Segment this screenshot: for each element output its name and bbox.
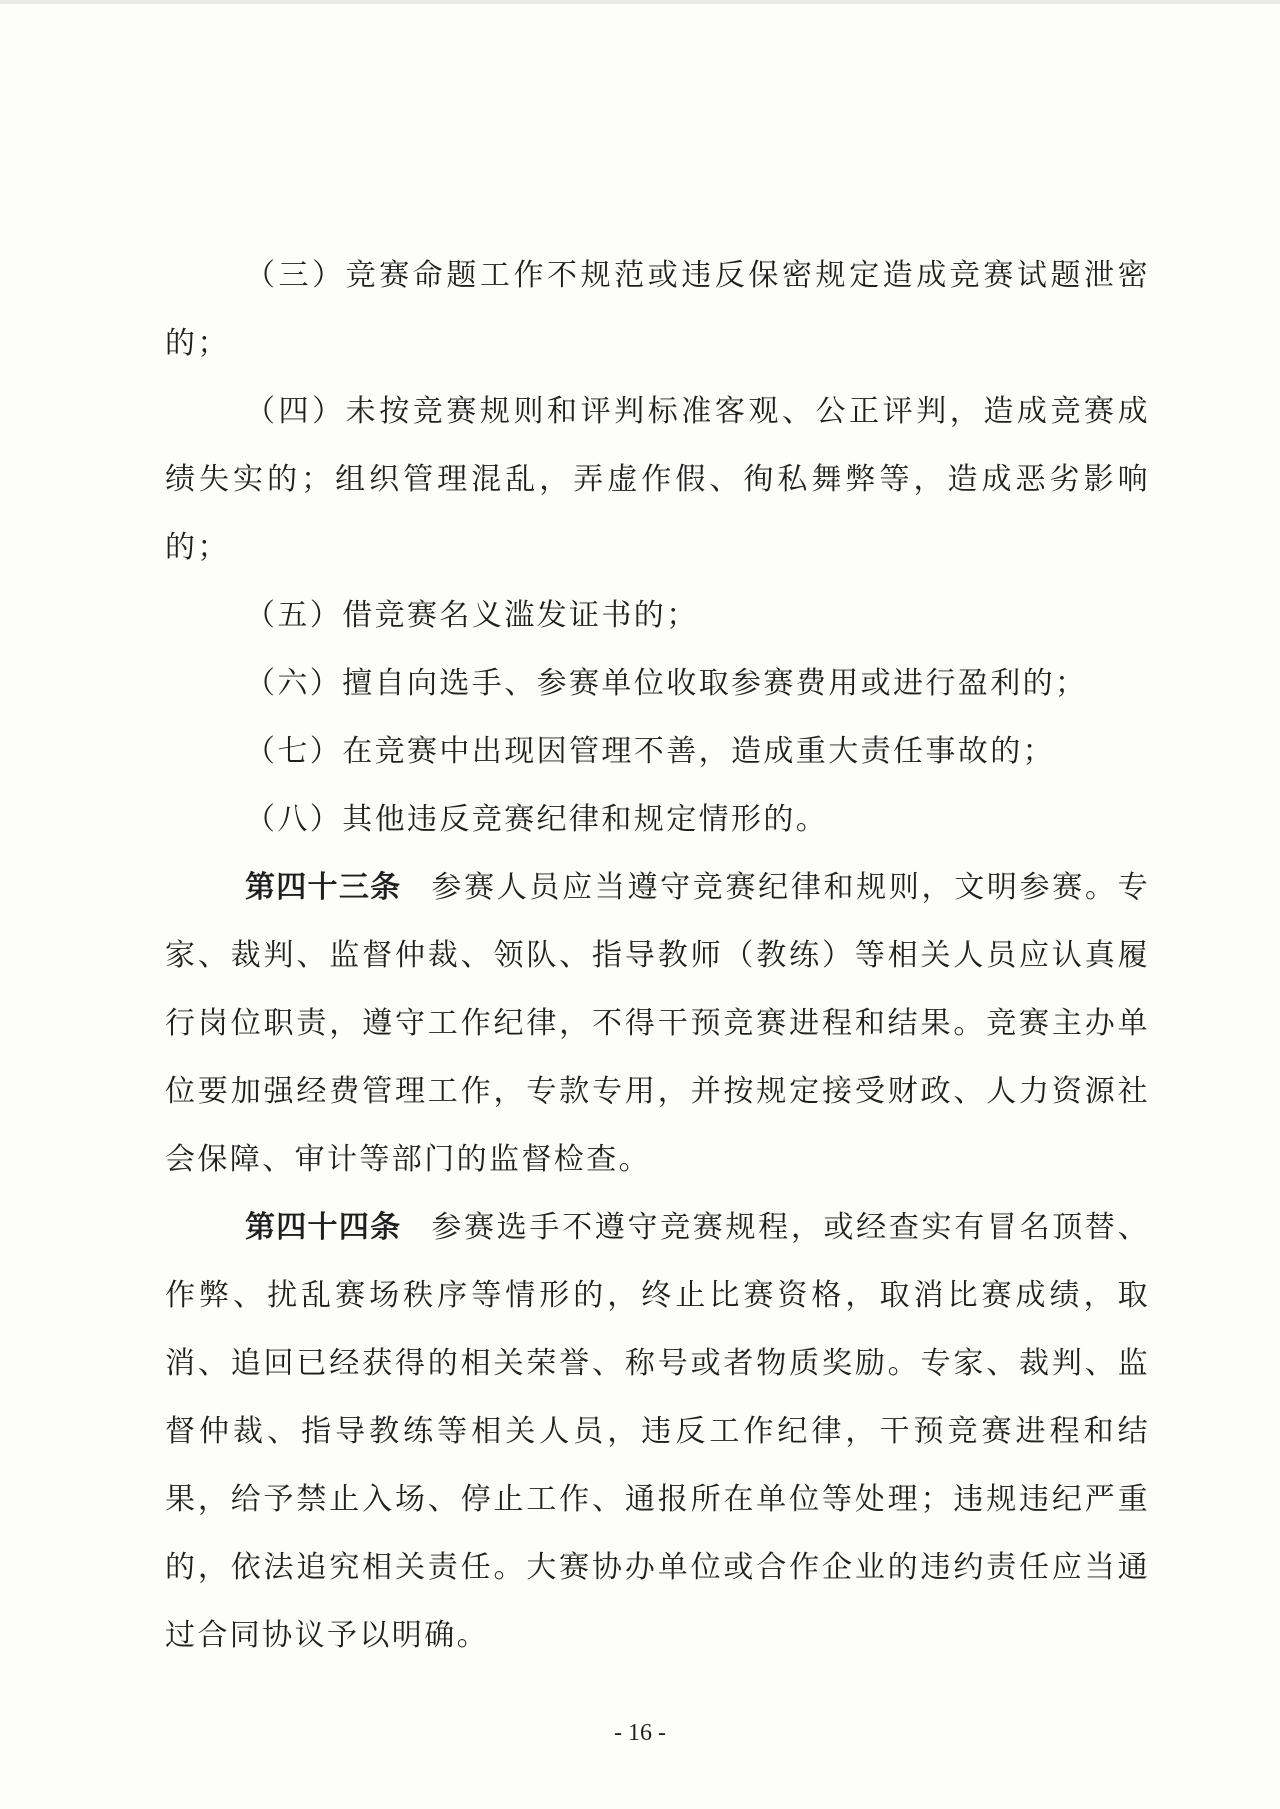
document-body	[165, 242, 1150, 1670]
list-item-5: （五）借竞赛名义滥发证书的；	[245, 598, 699, 633]
list-item-4: （四）未按竞赛规则和评判标准客观、公正评判，造成竞赛成绩失实的；组织管理混乱，弄虚作假、徇私舞弊等，造成恶劣影响的；	[165, 394, 1150, 565]
article-44	[165, 1194, 1150, 1670]
list-item-3: （三）竞赛命题工作不规范或违反保密规定造成竞赛试题泄密的；	[165, 258, 1150, 361]
list-item-8: （八）其他违反竞赛纪律和规定情形的。	[245, 802, 829, 837]
list-item-7: （七）在竞赛中出现因管理不善，造成重大责任事故的；	[245, 734, 1055, 769]
page-number: - 16 -	[614, 1720, 666, 1746]
article-43-body: 参赛人员应当遵守竞赛纪律和规则，文明参赛。专家、裁判、监督仲裁、领队、指导教师（教练）等相关人员应认真履行岗位职责，遵守工作纪律，不得干预竞赛进程和结果。竞赛主办单位要加强经费管理工作，专款专用，并按规定接受财政、人力资源社会保障、审计等部门的监督检查。	[165, 870, 1150, 1177]
article-43	[165, 854, 1150, 1194]
article-44-heading: 第四十四条	[245, 1210, 402, 1245]
scan-edge	[0, 0, 1280, 4]
list-item-6: （六）擅自向选手、参赛单位收取参赛费用或进行盈利的；	[245, 666, 1088, 701]
article-43-heading: 第四十三条	[245, 870, 402, 905]
article-44-body: 参赛选手不遵守竞赛规程，或经查实有冒名顶替、作弊、扰乱赛场秩序等情形的，终止比赛资格，取消比赛成绩，取消、追回已经获得的相关荣誉、称号或者物质奖励。专家、裁判、监督仲裁、指导教练等相关人员，违反工作纪律，干预竞赛进程和结果，给予禁止入场、停止工作、通报所在单位等处理；违规违纪严重的，依法追究相关责任。大赛协办单位或合作企业的违约责任应当通过合同协议予以明确。	[165, 1210, 1150, 1653]
